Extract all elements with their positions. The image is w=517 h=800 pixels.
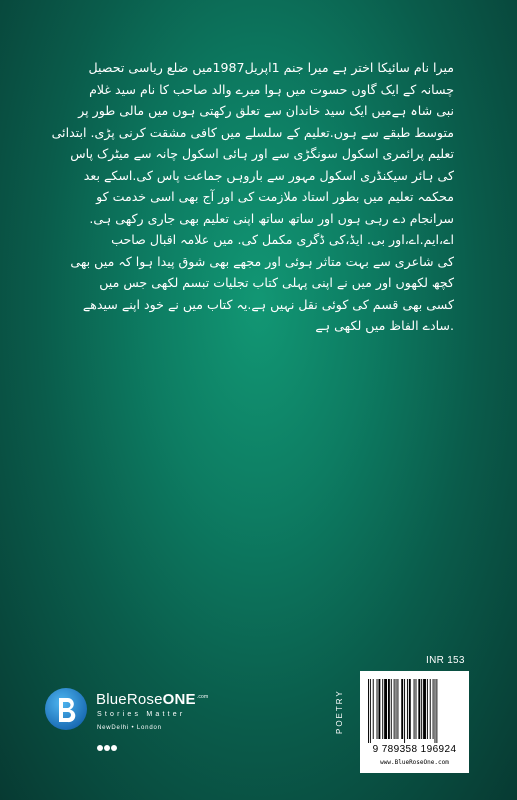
biography-line: کسی بھی قسم کی کوئی نقل نہیں ہے.یہ کتاب میں نے خود اپنے سیدھے: [82, 296, 454, 312]
biography-line: کچھ لکھوں اور میں نے اپنی پہلی کتاب تجلیات تبسم لکھی جس میں: [99, 275, 454, 290]
isbn-number: 9 789358 196924: [372, 744, 457, 755]
biography-line: کی ہائر سیکنڈری اسکول مہور سے باروہں جماعت پاس کی.اسکے بعد: [83, 167, 454, 183]
author-biography: [51, 57, 454, 337]
publisher-cities: NewDelhi • London: [97, 725, 162, 731]
barcode-bar: [418, 679, 420, 739]
barcode-bar: [378, 679, 380, 739]
publisher-name-regular: BlueRose: [96, 691, 163, 708]
price-label: INR 153: [426, 655, 465, 666]
barcode-bar: [404, 679, 405, 743]
biography-line: اے،ایم.اے،اور بی. ایڈ،کی ڈگری مکمل کی. میں علامہ اقبال صاحب: [111, 232, 454, 247]
barcode-bar: [396, 679, 397, 739]
publisher-website: www.BlueRoseOne.com: [380, 759, 449, 766]
barcode-bar: [407, 679, 408, 739]
social-icons: [97, 736, 118, 755]
publisher-name-bold: ONE: [162, 691, 196, 708]
publisher-name: [96, 691, 208, 708]
biography-line: متوسط طبقے سے ہوں.تعلیم کے سلسلے میں کافی مشقت کرنی پڑی. ابتدائی: [51, 124, 454, 140]
isbn-barcode: [360, 671, 469, 773]
barcode-bar: [382, 679, 383, 739]
biography-line: کی شاعری سے بہت متاثر ہوئی اور مجھے بھی شوق پیدا ہوا کہ میں بھی: [70, 253, 454, 269]
publisher-tagline: Stories Matter: [97, 711, 186, 718]
barcode-bar: [394, 679, 395, 739]
barcode-bar: [391, 679, 392, 739]
bluerose-logo-icon: [44, 687, 88, 731]
genre-label: POETRY: [335, 689, 344, 735]
publisher-domain: .com: [196, 694, 209, 700]
barcode-bar: [435, 679, 436, 743]
instagram-icon: [97, 745, 103, 751]
barcode-bar: [384, 679, 387, 739]
biography-line: .سادے الفاظ میں لکھی ہے: [315, 318, 454, 333]
barcode-bar: [373, 679, 374, 739]
barcode-bar: [430, 679, 431, 739]
publisher-logo: [44, 687, 234, 747]
barcode-bar: [388, 679, 390, 739]
biography-line: محکمہ تعلیم میں بطور استاد ملازمت کی اور آج بھی اسی خدمت کو: [96, 189, 454, 204]
barcode-bar: [377, 679, 378, 739]
barcode-bar: [401, 679, 403, 739]
barcode-bar: [370, 679, 371, 743]
barcode-bar: [397, 679, 398, 739]
biography-line: چسانہ کے ایک گاوں حسوت میں ہوا میرے والد صاحب کا نام سید غلام: [89, 81, 454, 97]
barcode-bars: [366, 679, 463, 743]
biography-line: سرانجام دے رہی ہوں اور ساتھ ساتھ اپنی تعلیم بھی جاری رکھی ہی.: [89, 210, 454, 226]
biography-line: تعلیم پرائمری اسکول سونگڑی سے اور ہائی اسکول چانہ سے میٹرک پاس: [70, 146, 454, 161]
twitter-icon: [111, 745, 117, 751]
barcode-bar: [409, 679, 411, 739]
barcode-bar: [368, 679, 369, 743]
barcode-bar: [414, 679, 415, 739]
barcode-bar: [421, 679, 422, 739]
biography-line: نبی شاہ ہےمیں ایک سید خاندان سے تعلق رکھتی ہوں میں مالی طور پر: [78, 103, 454, 118]
barcode-bar: [436, 679, 437, 743]
barcode-bar: [416, 679, 417, 739]
barcode-bar: [423, 679, 426, 739]
facebook-icon: [104, 745, 110, 751]
barcode-bar: [433, 679, 434, 739]
barcode-bar: [427, 679, 428, 739]
biography-line: میرا نام سائیکا اختر ہے میرا جنم 1اپریل1987میں ضلع ریاسی تحصیل: [88, 60, 454, 75]
